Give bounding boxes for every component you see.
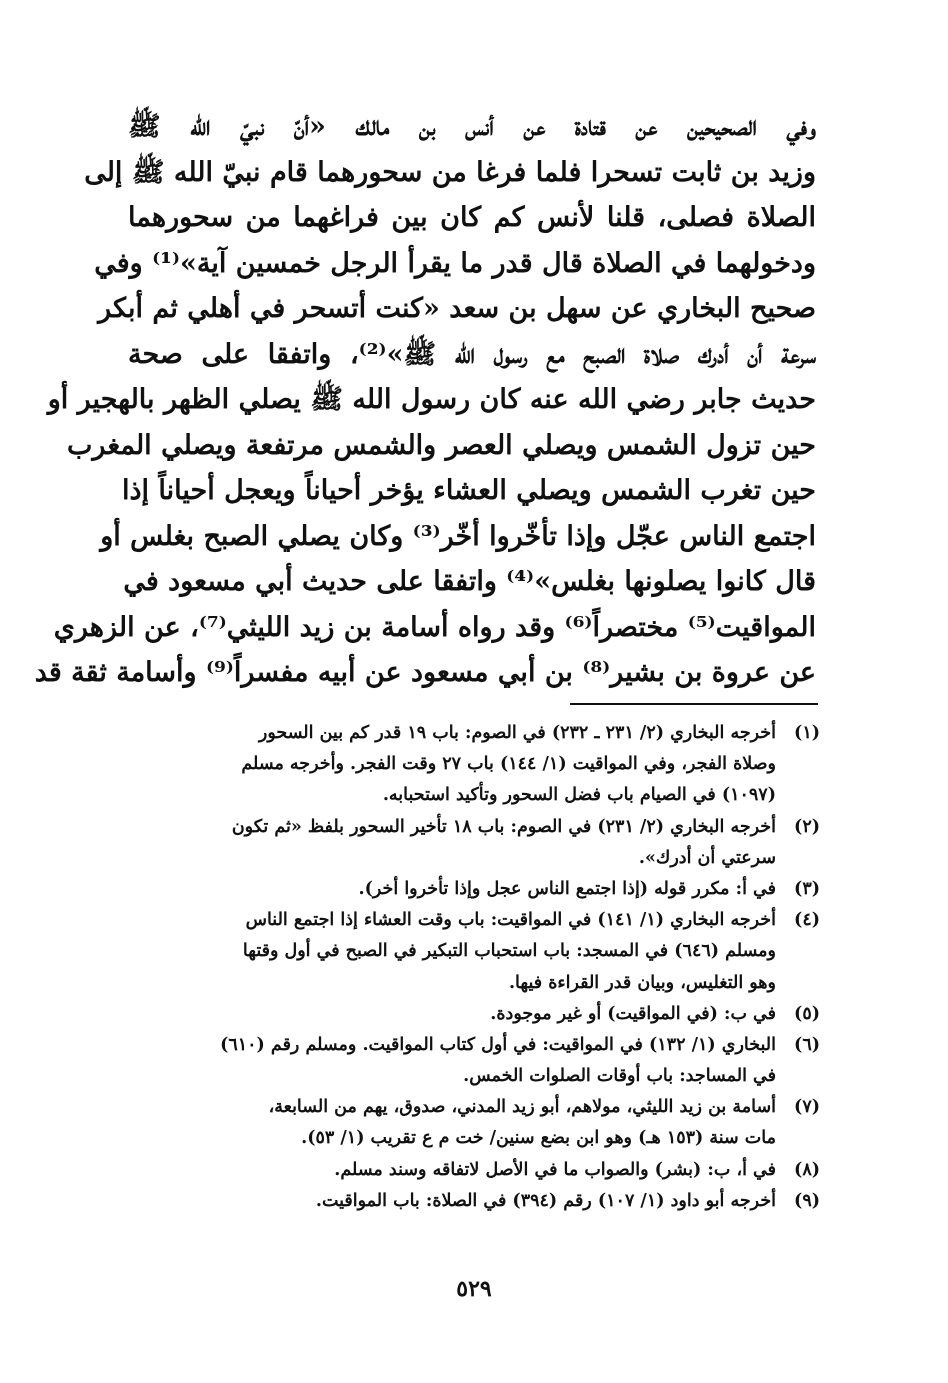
- text-line: الصلاة فصلى، قلنا لأنس كم كان بين فراغهما من سحورهما: [128, 202, 817, 233]
- footnote-number: (٤): [794, 910, 820, 931]
- footnote-number: (٥): [794, 1003, 820, 1024]
- footnote-line: مات سنة (١٥٣ هـ) وهو ابن بضع سنين/ خت م ع تقريب (١/ ٥٣).: [301, 1128, 776, 1149]
- footnote: [128, 1030, 820, 1092]
- text-line: اجتمع الناس عجّل وإذا تأخّروا أخّر⁽³⁾ وكان يصلي الصبح بغلس أو: [100, 520, 816, 552]
- footnote-number: (٢): [794, 816, 820, 837]
- footnote-line: أسامة بن زيد الليثي، مولاهم، أبو زيد المدني، صدوق، يهم من السابعة،: [268, 1097, 776, 1118]
- footnote-line: أخرجه أبو داود (١/ ١٠٧) رقم (٣٩٤) في الصلاة: باب المواقيت.: [315, 1190, 776, 1211]
- footnote-separator: [570, 703, 818, 705]
- text-line: قال كانوا يصلونها بغلس»⁽⁴⁾ واتفقا على حديث أبي مسعود في: [123, 566, 816, 597]
- footnote-number: (٣): [794, 878, 820, 899]
- text-line: حين تغرب الشمس ويصلي العشاء يؤخر أحياناً ويعجل أحياناً إذا: [121, 475, 816, 506]
- footnote-number: (٩): [794, 1190, 820, 1211]
- footnote-number: (٨): [794, 1159, 820, 1180]
- footnotes: [128, 718, 820, 1217]
- text-line: ودخولهما في الصلاة قال قدر ما يقرأ الرجل خمسين آية»⁽¹⁾ وفي: [94, 247, 816, 279]
- footnote: [128, 1186, 820, 1217]
- text-line: حين تزول الشمس ويصلي العصر والشمس مرتفعة ويصلي المغرب: [67, 429, 816, 461]
- footnote-number: (٦): [794, 1034, 820, 1055]
- main-text: [34, 104, 817, 696]
- footnote: [128, 905, 820, 999]
- footnote: [128, 999, 820, 1030]
- footnote-line: في ب: (في المواقيت) أو غير موجودة.: [490, 1003, 776, 1024]
- text-line: صحيح البخاري عن سهل بن سعد «كنت أتسحر في أهلي ثم أبكر: [98, 293, 816, 324]
- footnote-number: (١): [794, 723, 820, 743]
- footnote-line: أخرجه البخاري (٢/ ٢٣١ ـ ٢٣٢) في الصوم: باب ١٩ قدر كم بين السحور: [258, 723, 776, 743]
- footnote-line: في المساجد: باب أوقات الصلوات الخمس.: [463, 1066, 776, 1087]
- footnote-line: سرعتي أن أدرك».: [638, 847, 776, 868]
- text-line: عن عروة بن بشير⁽⁸⁾ بن أبي مسعود عن أبيه مفسراً⁽⁹⁾ وأسامة ثقة قد: [34, 657, 816, 688]
- footnote-line: في أ: مكرر قوله (إذا اجتمع الناس عجل وإذا تأخروا أخر).: [358, 878, 776, 899]
- footnote: [128, 1092, 820, 1154]
- footnote-line: وصلاة الفجر، وفي المواقيت (١/ ١٤٤) باب ٢٧ وقت الفجر. وأخرجه مسلم: [241, 754, 776, 775]
- footnote-line: في أ، ب: (بشر) والصواب ما في الأصل لاتفاقه وسند مسلم.: [334, 1159, 776, 1180]
- footnote-line: البخاري (١/ ١٣٢) في المواقيت: في أول كتاب المواقيت. ومسلم رقم (٦١٠): [220, 1034, 776, 1055]
- text-line: حديث جابر رضي الله عنه كان رسول الله ﷺ يصلي الظهر بالهجير أو: [47, 384, 816, 415]
- text-line: وفي الصحيحين عن قتادة عن أنس بن مالك «أنّ نبيّ الله ﷺ: [128, 111, 816, 142]
- text-line: وزيد بن ثابت تسحرا فلما فرغا من سحورهما قام نبيّ الله ﷺ إلى: [84, 156, 816, 188]
- footnote-line: أخرجه البخاري (٢/ ٢٣١) في الصوم: باب ١٨ تأخير السحور بلفظ «ثم تكون: [231, 816, 776, 837]
- footnote-line: وهو التغليس، وبيان قدر القراءة فيها.: [508, 972, 776, 993]
- footnote: [128, 1155, 820, 1186]
- page-number: ٥٢٩: [456, 1276, 492, 1302]
- text-line: المواقيت⁽⁵⁾ مختصراً⁽⁶⁾ وقد رواه أسامة بن زيد الليثي⁽⁷⁾، عن الزهري: [53, 611, 816, 643]
- footnote: [128, 874, 820, 905]
- footnote-line: ومسلم (٦٤٦) في المسجد: باب استحباب التبكير في الصبح في أول وقتها: [242, 941, 776, 962]
- footnote: [128, 718, 820, 812]
- text-line: سرعة أن أدرك صلاة الصبح مع رسول الله ﷺ»⁽²⁾، واتفقا على صحة: [128, 338, 816, 370]
- footnote-line: (١٠٩٧) في الصيام باب فضل السحور وتأكيد استحبابه.: [382, 785, 776, 806]
- footnote-number: (٧): [794, 1097, 820, 1118]
- footnote-line: أخرجه البخاري (١/ ١٤١) في المواقيت: باب وقت العشاء إذا اجتمع الناس: [245, 910, 776, 931]
- footnote: [128, 812, 820, 874]
